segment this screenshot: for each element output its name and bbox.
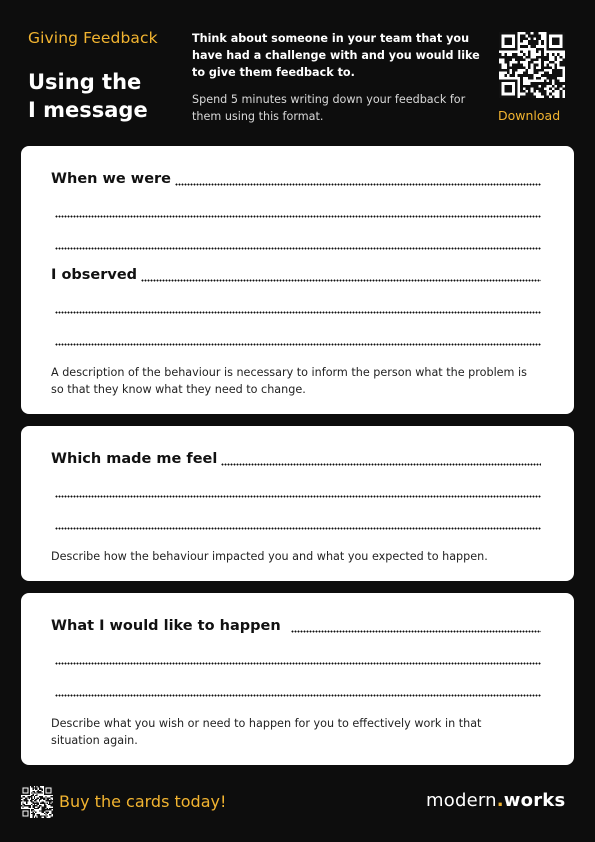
intro-instruction: Think about someone in your team that you have had a challenge with and you would like to give them feedback to. [192, 32, 480, 79]
card-when-observed [21, 146, 574, 414]
blank-line[interactable] [51, 681, 541, 699]
prompt-label: I observed [51, 267, 138, 283]
blank-line[interactable] [51, 202, 541, 220]
subtitle: Giving Feedback [28, 29, 158, 47]
dotted-line [55, 527, 541, 530]
prompt-row[interactable] [51, 617, 541, 635]
dotted-line [55, 694, 541, 697]
brand-dot: . [496, 790, 504, 811]
qr-code-icon[interactable] [499, 32, 565, 98]
blank-line[interactable] [51, 482, 541, 500]
dotted-line [55, 215, 541, 218]
title-line-2: I message [28, 98, 148, 122]
brand-part-2: works [503, 790, 566, 811]
dotted-line [221, 463, 541, 466]
prompt-row[interactable] [51, 266, 541, 284]
header [0, 0, 595, 140]
dotted-line [55, 247, 541, 250]
dotted-line [175, 183, 541, 186]
qr-code-icon[interactable] [21, 786, 53, 818]
dotted-line [291, 630, 541, 633]
blank-line[interactable] [51, 330, 541, 348]
prompt-label: What I would like to happen [51, 618, 281, 634]
prompt-row[interactable] [51, 450, 541, 468]
dotted-line [55, 343, 541, 346]
dotted-line [55, 662, 541, 665]
buy-cards-link[interactable]: Buy the cards today! [59, 792, 227, 811]
prompt-row[interactable] [51, 170, 541, 188]
blank-line[interactable] [51, 514, 541, 532]
card-feel [21, 426, 574, 581]
blank-line[interactable] [51, 234, 541, 252]
dotted-line [55, 495, 541, 498]
prompt-label: Which made me feel [51, 451, 218, 467]
dotted-line [141, 279, 541, 282]
page-title [28, 68, 148, 124]
brand-logo [426, 790, 565, 811]
blank-line[interactable] [51, 649, 541, 667]
prompt-label: When we were [51, 171, 172, 187]
blank-line[interactable] [51, 298, 541, 316]
dotted-line [55, 311, 541, 314]
section-description: Describe how the behaviour impacted you and what you expected to happen. [51, 550, 488, 563]
intro-timing: Spend 5 minutes writing down your feedback for them using this format. [192, 93, 466, 123]
brand-part-1: modern [426, 790, 497, 811]
download-link[interactable]: Download [498, 108, 561, 123]
title-line-1: Using the [28, 70, 142, 94]
card-happen [21, 593, 574, 765]
section-description: Describe what you wish or need to happen for you to effectively work in that situation again. [51, 717, 482, 747]
section-description: A description of the behaviour is necessary to inform the person what the problem is so that they know what they need to change. [51, 366, 527, 396]
